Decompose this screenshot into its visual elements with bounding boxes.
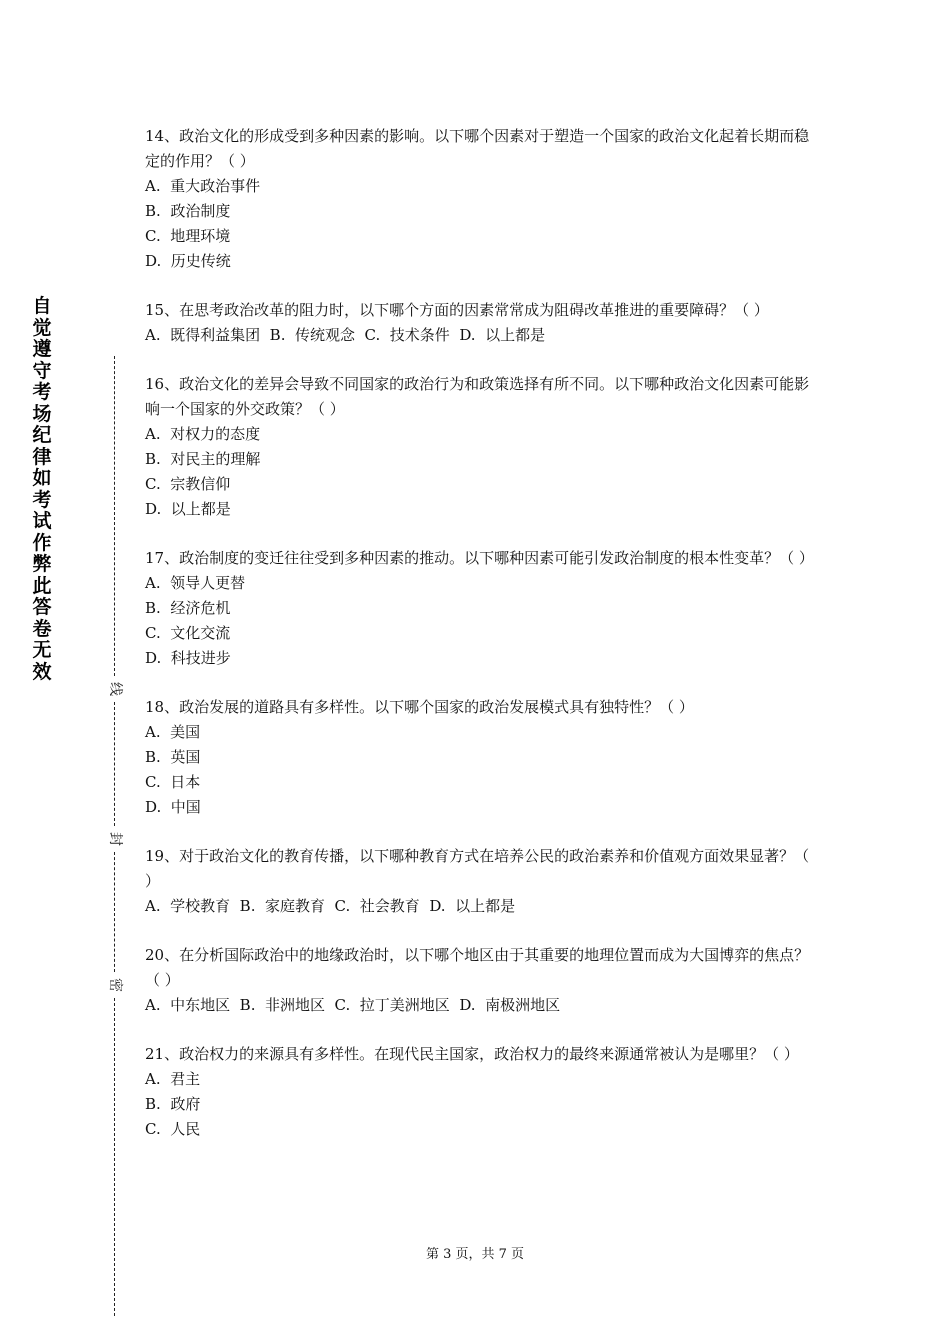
question-21	[145, 1042, 815, 1142]
option-a: A. 重大政治事件	[145, 177, 261, 195]
binding-dashed-line	[114, 998, 115, 1316]
option-b: B. 英国	[145, 748, 201, 766]
option-c: C. 日本	[145, 773, 201, 791]
option-a: A. 君主	[145, 1070, 201, 1088]
question-stem: 20、在分析国际政治中的地缘政治时，以下哪个地区由于其重要的地理位置而成为大国博弈的焦点？（ ）	[145, 946, 810, 989]
option-b: B. 政府	[145, 1095, 201, 1113]
binding-dashed-line	[114, 702, 115, 826]
option-c: C. 文化交流	[145, 624, 231, 642]
question-stem: 21、政治权力的来源具有多样性。在现代民主国家，政治权力的最终来源通常被认为是哪里？（ ）	[145, 1045, 799, 1063]
option-d: D. 科技进步	[145, 649, 231, 667]
option-a: A. 领导人更替	[145, 574, 246, 592]
option-d: D. 以上都是	[145, 500, 231, 518]
question-15	[145, 298, 815, 348]
question-19	[145, 844, 815, 919]
option-a: A. 美国	[145, 723, 201, 741]
question-18	[145, 695, 815, 820]
option-a: A. 对权力的态度	[145, 425, 261, 443]
question-stem: 19、对于政治文化的教育传播，以下哪种教育方式在培养公民的政治素养和价值观方面效果显著？（ ）	[145, 847, 810, 890]
options-inline: A. 学校教育 B. 家庭教育 C. 社会教育 D. 以上都是	[145, 897, 516, 915]
binding-dashed-line	[114, 852, 115, 972]
binding-dashed-line	[114, 356, 115, 676]
option-b: B. 对民主的理解	[145, 450, 261, 468]
question-14	[145, 124, 815, 274]
question-stem: 18、政治发展的道路具有多样性。以下哪个国家的政治发展模式具有独特性？（ ）	[145, 698, 694, 716]
question-20	[145, 943, 815, 1018]
option-b: B. 政治制度	[145, 202, 231, 220]
option-c: C. 宗教信仰	[145, 475, 231, 493]
question-16	[145, 372, 815, 522]
page-number: 第 3 页，共 7 页	[425, 1247, 525, 1262]
binding-warning-text: 自觉遵守考场纪律如考试作弊此答卷无效	[32, 295, 52, 683]
options-inline: A. 既得利益集团 B. 传统观念 C. 技术条件 D. 以上都是	[145, 326, 546, 344]
option-c: C. 地理环境	[145, 227, 231, 245]
question-list	[145, 124, 815, 1166]
question-17	[145, 546, 815, 671]
question-stem: 16、政治文化的差异会导致不同国家的政治行为和政策选择有所不同。以下哪种政治文化因素可能影响一个国家的外交政策？（ ）	[145, 375, 810, 418]
option-b: B. 经济危机	[145, 599, 231, 617]
binding-mark-seal: 封	[107, 832, 123, 846]
binding-mark-line: 线	[107, 682, 123, 696]
options-inline: A. 中东地区 B. 非洲地区 C. 拉丁美洲地区 D. 南极洲地区	[145, 996, 561, 1014]
option-d: D. 历史传统	[145, 252, 231, 270]
binding-mark-secret: 密	[107, 978, 123, 992]
question-stem: 15、在思考政治改革的阻力时，以下哪个方面的因素常常成为阻碍改革推进的重要障碍？（ ）	[145, 301, 769, 319]
question-stem: 17、政治制度的变迁往往受到多种因素的推动。以下哪种因素可能引发政治制度的根本性变革？（ ）	[145, 549, 814, 567]
option-d: D. 中国	[145, 798, 201, 816]
option-c: C. 人民	[145, 1120, 201, 1138]
question-stem: 14、政治文化的形成受到多种因素的影响。以下哪个因素对于塑造一个国家的政治文化起着长期而稳定的作用？（ ）	[145, 127, 810, 170]
